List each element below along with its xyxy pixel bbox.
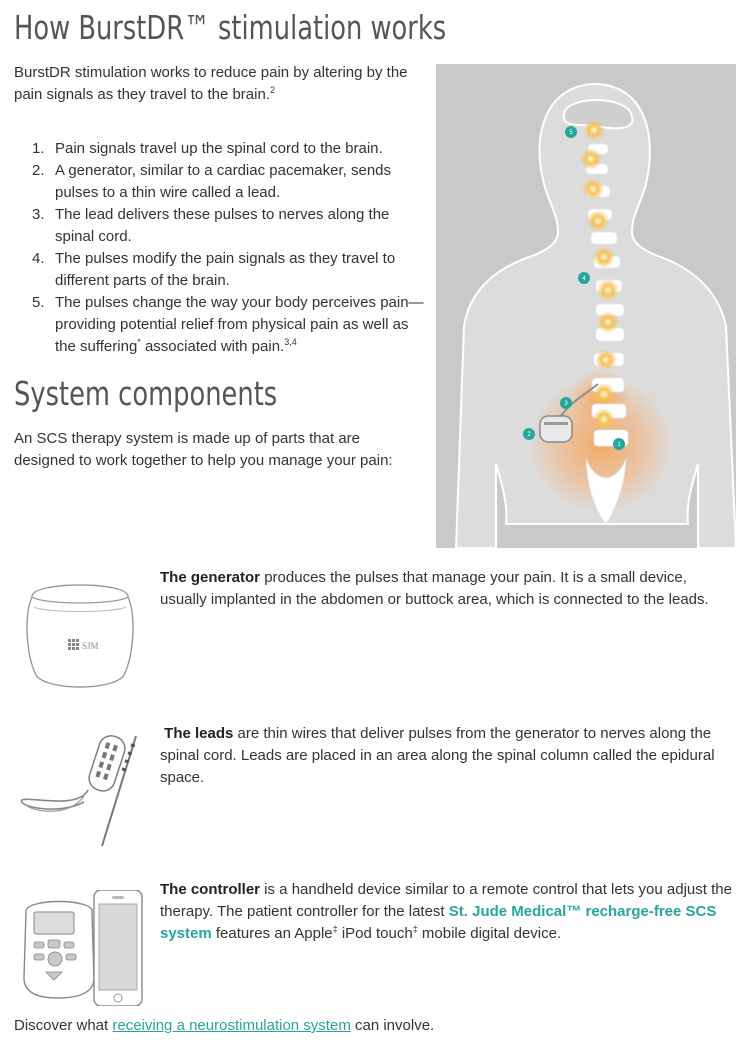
neurostimulation-link[interactable]: receiving a neurostimulation system	[112, 1017, 351, 1034]
spine-illustration	[436, 64, 736, 548]
implant-icon	[540, 416, 572, 442]
controller-text: The controller is a handheld device similar to a remote control that lets you adjust the therapy. The patient controller for the latest St. Jude Medical™ recharge-free SCS system features an Apple‡ iPod touch‡ mobile digital device.	[160, 881, 732, 942]
list-item: 5. The pulses change the way your body perceives pain—providing potential relief from physical pain as well as the suffering* associated with pain.$^{3,4}$	[32, 294, 424, 355]
marker-5: 5	[569, 130, 573, 136]
leads-icon	[18, 730, 148, 850]
body-diagram	[436, 64, 736, 548]
generator-logo: SJM	[82, 641, 99, 651]
steps-list	[14, 138, 424, 358]
list-item: 4. The pulses modify the pain signals as they travel to different parts of the brain.	[32, 250, 396, 289]
marker-2: 2	[527, 432, 531, 438]
marker-3: 3	[564, 401, 568, 407]
components-intro: An SCS therapy system is made up of parts that are designed to work together to help you manage your pain:	[14, 430, 393, 469]
generator-text: The generator produces the pulses that manage your pain. It is a small device, usually implanted in the abdomen or buttock area, which is connected to the leads.	[160, 569, 709, 608]
generator-icon	[24, 575, 136, 693]
controller-icon	[20, 890, 150, 1006]
marker-4: 4	[582, 276, 586, 282]
list-item: 1. Pain signals travel up the spinal cord to the brain.	[32, 140, 383, 157]
leads-text: The leads are thin wires that deliver pulses from the generator to nerves along the spinal cord. Leads are placed in an area along the spinal column called the epidural space.	[160, 725, 715, 786]
list-item: 2. A generator, similar to a cardiac pacemaker, sends pulses to a thin wire called a lead.	[32, 162, 392, 201]
list-item: 3. The lead delivers these pulses to nerves along the spinal cord.	[32, 206, 390, 245]
marker-1: 1	[617, 442, 621, 448]
footer-text: Discover what receiving a neurostimulation system can involve.	[14, 1017, 435, 1034]
page-title: How BurstDR™ stimulation works	[14, 8, 447, 47]
intro-text: BurstDR stimulation works to reduce pain by altering by the pain signals as they travel to the brain.$^2$	[14, 64, 408, 103]
section-title: System components	[14, 374, 278, 413]
